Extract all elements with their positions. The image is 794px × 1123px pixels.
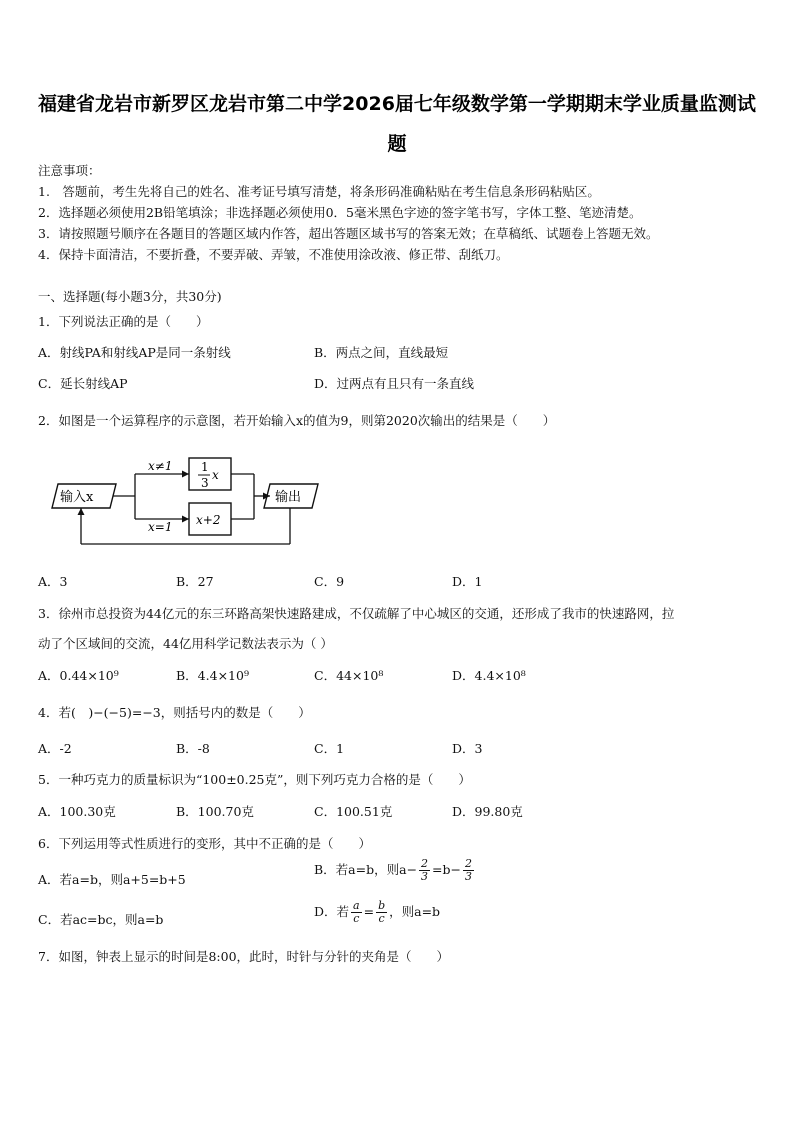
- q6-d-equals: =: [363, 904, 375, 919]
- q6-option-b: [314, 858, 476, 883]
- question-3-stem-line2: 动了个区域间的交流，44亿用科学记数法表示为（ ）: [38, 636, 333, 651]
- q3-option-b: B．4.4×10⁹: [176, 668, 249, 683]
- frac-variable: x: [212, 468, 219, 482]
- q1-option-b: B．两点之间，直线最短: [314, 345, 449, 360]
- q2-option-b: B．27: [176, 574, 214, 589]
- q4-option-c: C．1: [314, 741, 345, 756]
- q3-option-c: C．44×10⁸: [314, 668, 384, 683]
- q6-d-suffix: ，则a=b: [389, 904, 441, 919]
- input-label: 输入x: [60, 490, 94, 505]
- q3-option-d: D．4.4×10⁸: [452, 668, 526, 683]
- frac-denominator: 3: [201, 476, 209, 490]
- condition-bottom: x=1: [148, 520, 173, 534]
- q5-option-d: D．99.80克: [452, 804, 523, 819]
- question-2-stem: 2．如图是一个运算程序的示意图，若开始输入x的值为9，则第2020次输出的结果是（ ）: [38, 413, 556, 428]
- q1-option-c: C．延长射线AP: [38, 376, 128, 391]
- q6-option-a: A．若a=b，则a+5=b+5: [38, 872, 186, 887]
- question-3-stem-line1: 3．徐州市总投资为44亿元的东三环路高架快速路建成，不仅疏解了中心城区的交通，还形成了我市的快速路网，拉: [38, 606, 675, 621]
- q6-option-d: [314, 900, 440, 925]
- q1-option-a: A．射线PA和射线AP是同一条射线: [38, 345, 231, 360]
- fraction-two-thirds: $\frac{2}{3}$: [465, 857, 472, 883]
- box-bottom-label: x+2: [196, 513, 221, 527]
- box-one-third-x: [189, 458, 231, 490]
- question-4-stem: 4．若( )−(−5)=−3，则括号内的数是（ ）: [38, 705, 311, 720]
- notice-heading: 注意事项：: [38, 163, 101, 178]
- q1-option-d: D．过两点有且只有一条直线: [314, 376, 475, 391]
- q6-d-prefix: D．若: [314, 904, 350, 919]
- q6-b-middle: =b−: [432, 862, 461, 877]
- notice-item-4: 4．保持卡面清洁，不要折叠，不要弄破、弄皱，不准使用涂改液、修正带、刮纸刀。: [38, 247, 509, 262]
- notice-item-3: 3．请按照题号顺序在各题目的答题区域内作答，超出答题区域书写的答案无效；在草稿纸、试题卷上答题无效。: [38, 226, 659, 241]
- q6-option-c: C．若ac=bc，则a=b: [38, 912, 164, 927]
- q2-flow-diagram: [44, 450, 334, 555]
- q3-option-a: A．0.44×10⁹: [38, 668, 119, 683]
- question-1-stem: 1．下列说法正确的是（ ）: [38, 314, 209, 329]
- fraction-b-over-c: $\frac{b}{c}$: [378, 899, 386, 925]
- page-title: 福建省龙岩市新罗区龙岩市第二中学2026届七年级数学第一学期期末学业质量监测试: [38, 93, 756, 115]
- q5-option-a: A．100.30克: [38, 804, 116, 819]
- condition-top: x≠1: [148, 459, 173, 473]
- question-7-stem: 7．如图，钟表上显示的时间是8:00，此时，时针与分针的夹角是（ ）: [38, 949, 450, 964]
- q4-option-b: B．-8: [176, 741, 210, 756]
- question-6-stem: 6．下列运用等式性质进行的变形，其中不正确的是（ ）: [38, 836, 371, 851]
- notice-item-1: 1. 答题前，考生先将自己的姓名、准考证号填写清楚，将条形码准确粘贴在考生信息条形码粘贴区。: [38, 184, 600, 199]
- notice-item-2: 2．选择题必须使用2B铅笔填涂；非选择题必须使用0．5毫米黑色字迹的签字笔书写，字体工整、笔迹清楚。: [38, 205, 642, 220]
- section-heading: 一、选择题(每小题3分，共30分): [38, 289, 222, 304]
- question-5-stem: 5．一种巧克力的质量标识为“100±0.25克”，则下列巧克力合格的是（ ）: [38, 772, 471, 787]
- frac-numerator: 1: [201, 460, 209, 474]
- q6-b-prefix: B．若a=b，则a−: [314, 862, 418, 877]
- page-title-continued: 题: [387, 133, 407, 155]
- q5-option-c: C．100.51克: [314, 804, 393, 819]
- q5-option-b: B．100.70克: [176, 804, 254, 819]
- fraction-two-thirds: $\frac{2}{3}$: [421, 857, 429, 883]
- q4-option-d: D．3: [452, 741, 483, 756]
- q2-option-d: D．1: [452, 574, 483, 589]
- q2-option-c: C．9: [314, 574, 345, 589]
- output-label: 输出: [275, 490, 302, 505]
- fraction-a-over-c: $\frac{a}{c}$: [353, 899, 360, 925]
- q4-option-a: A．-2: [38, 741, 72, 756]
- q2-option-a: A．3: [38, 574, 68, 589]
